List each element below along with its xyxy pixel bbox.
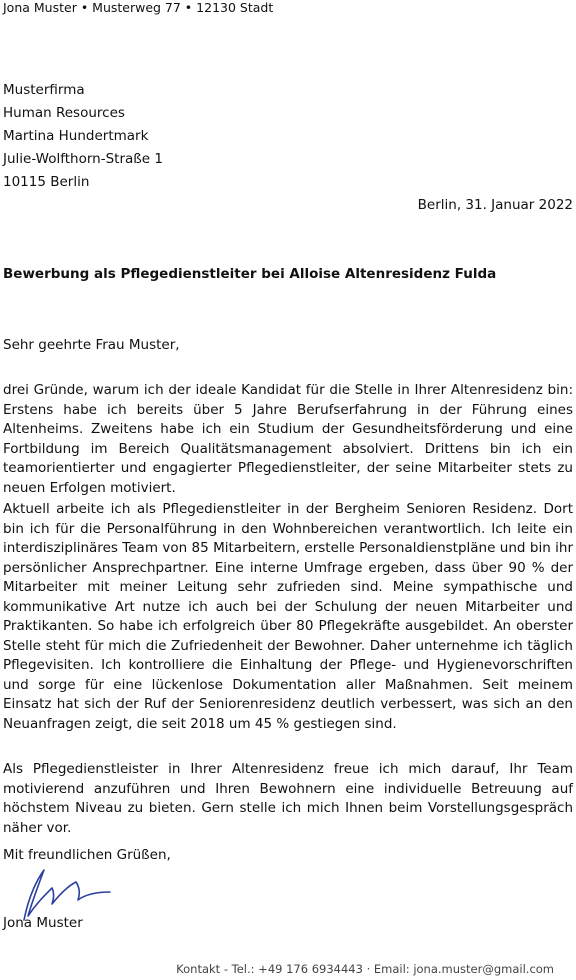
salutation: Sehr geehrte Frau Muster, bbox=[3, 337, 180, 353]
recipient-company: Musterfirma bbox=[3, 82, 85, 98]
letter-date: Berlin, 31. Januar 2022 bbox=[417, 197, 573, 213]
body-paragraph: drei Gründe, warum ich der ideale Kandidat für die Stelle in Ihrer Altenresidenz bin: Erstens habe ich bereits über 5 Jahre Berufserfahrung in der Führung eines Altenheims. Zweitens habe ich ein Studium der Gesundheitsförderung und eine Fortbildung im Bereich Qualitätsmanagement absolviert. Drittens bin ich ein teamorientierter und engagierter Pflegedienstleiter, der seine Mitarbeiter stets zu neuen Erfolgen motiviert. bbox=[3, 382, 573, 496]
recipient-street: Julie-Wolfthorn-Straße 1 bbox=[3, 151, 163, 167]
body-paragraph: Als Pflegedienstleister in Ihrer Altenresidenz freue ich mich darauf, Ihr Team motivierend anzuführen und Ihren Bewohnern eine individuelle Betreuung auf höchstem Niveau zu bieten. Gern stelle ich mich Ihnen beim Vorstellungsgespräch näher vor. bbox=[3, 761, 573, 836]
recipient-contact: Martina Hundertmark bbox=[3, 128, 149, 144]
closing: Mit freundlichen Grüßen, bbox=[3, 847, 171, 863]
contact-footer: Kontakt - Tel.: +49 176 6934443 · Email: jona.muster@gmail.com bbox=[176, 962, 554, 976]
body-paragraph: Aktuell arbeite ich als Pflegedienstleiter in der Bergheim Senioren Residenz. Dort bin ich für die Personalführung in den Wohnbereichen verantwortlich. Ich leite ein interdisziplinäres Team von 85 Mitarbeitern, erstelle Personaldienstpläne und bin ihr persönlicher Ansprechpartner. Eine interne Umfrage ergeben, dass über 90 % der Mitarbeiter mit meiner Leitung sehr zufrieden sind. Meine sympathische und kommunikative Art nutze ich auch bei der Schulung der neuen Mitarbeiter und Praktikanten. So habe ich erfolgreich über 80 Pflegekräfte ausgebildet. An oberster Stelle steht für mich die Zufriedenheit der Bewohner. Daher unternehme ich täglich Pflegevisiten. Ich kontrolliere die Einhaltung der Pflege- und Hygienevorschriften und sorge für eine lückenlose Dokumentation aller Maßnahmen. Seit meinem Einsatz hat sich der Ruf der Seniorenresidenz deutlich verbessert, was sich an den Neuanfragen zeigt, die seit 2018 um 45 % gestiegen sind. bbox=[3, 501, 573, 732]
recipient-department: Human Resources bbox=[3, 105, 125, 121]
signer-name: Jona Muster bbox=[3, 915, 83, 931]
sender-line: Jona Muster • Musterweg 77 • 12130 Stadt bbox=[3, 0, 274, 15]
recipient-address bbox=[3, 79, 163, 194]
recipient-city: 10115 Berlin bbox=[3, 174, 90, 190]
letter-subject: Bewerbung als Pflegedienstleiter bei Alloise Altenresidenz Fulda bbox=[3, 266, 497, 282]
